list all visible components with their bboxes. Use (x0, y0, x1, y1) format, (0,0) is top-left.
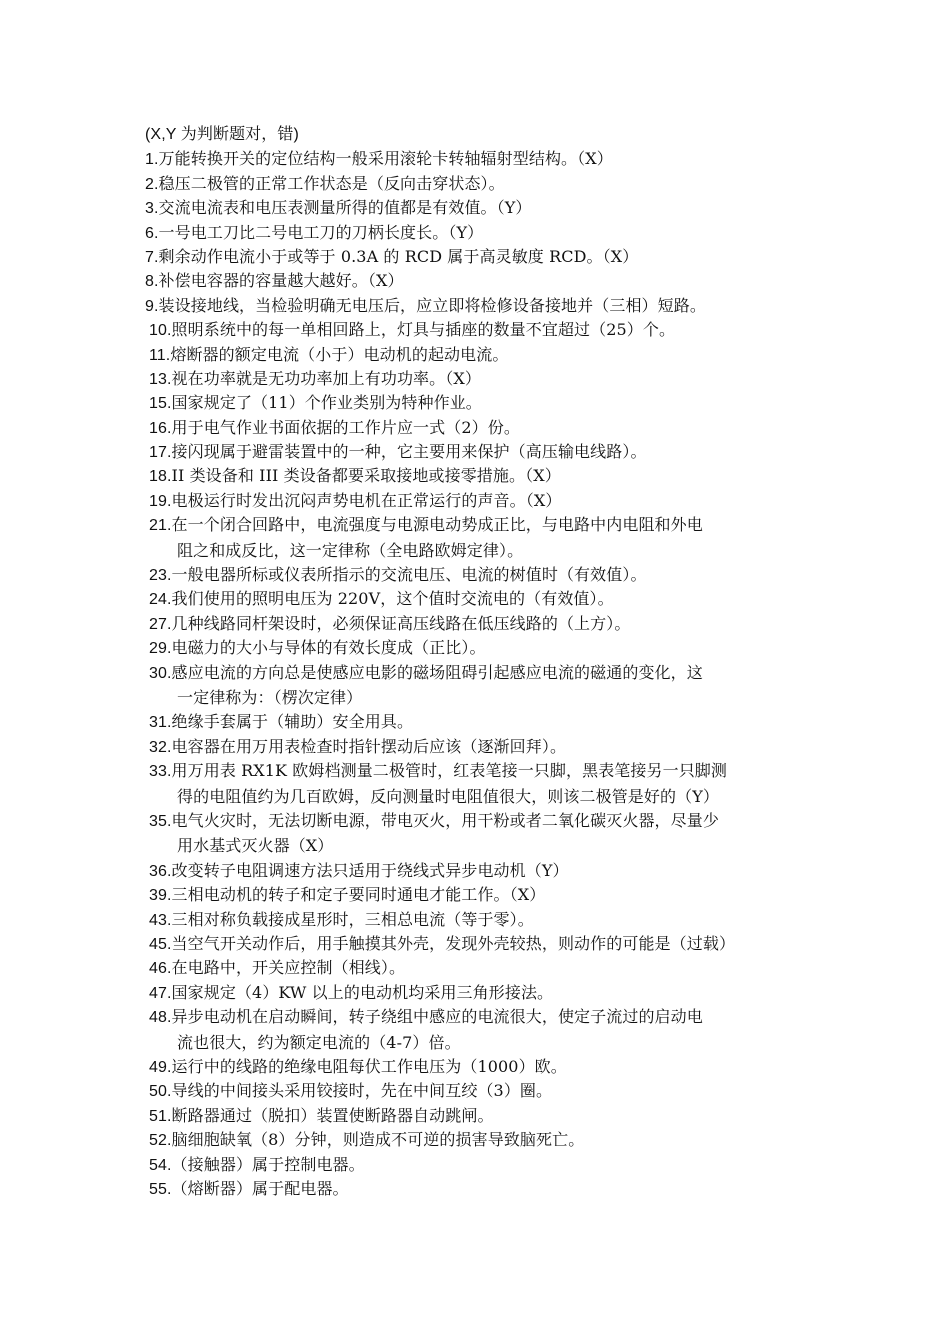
question-text-continued: 阻之和成反比，这一定律称（全电路欧姆定律）。 (177, 540, 524, 560)
question-text: 一号电工刀比二号电工刀的刀柄长度长。（Y） (158, 222, 484, 242)
question-number: 51. (149, 1107, 172, 1125)
question-item (145, 1128, 815, 1152)
question-text: 我们使用的照明电压为 220V，这个值时交流电的（有效值）。 (171, 589, 614, 609)
question-number: 50. (149, 1083, 172, 1101)
question-item (145, 147, 815, 171)
question-item (145, 1153, 815, 1177)
question-text: 装设接地线，当检验明确无电压后，应立即将检修设备接地并（三相）短路。 (158, 295, 706, 315)
question-text: II 类设备和 III 类设备都要采取接地或接零措施。（X） (171, 466, 561, 486)
question-item (145, 735, 815, 759)
question-text: 交流电流表和电压表测量所得的值都是有效值。（Y） (158, 198, 532, 218)
question-text-continued: 流也很大，约为额定电流的（4-7）倍。 (177, 1032, 461, 1052)
question-number: 31. (149, 714, 172, 732)
question-number: 9. (145, 297, 159, 315)
question-number: 1. (145, 151, 159, 169)
question-item (145, 196, 815, 220)
question-number: 10. (149, 322, 172, 340)
question-number: 32. (149, 738, 172, 756)
question-text: 三相电动机的转子和定子要同时通电才能工作。（X） (171, 885, 546, 905)
question-number: 43. (149, 911, 172, 929)
question-number: 16. (149, 419, 172, 437)
question-number: 18. (149, 468, 172, 486)
question-text: 绝缘手套属于（辅助）安全用具。 (171, 712, 414, 732)
question-text: 当空气开关动作后，用手触摸其外壳，发现外壳较热，则动作的可能是（过载） (171, 934, 736, 954)
question-text: 国家规定（4）KW 以上的电动机均采用三角形接法。 (171, 982, 554, 1002)
question-number: 29. (149, 640, 172, 658)
question-text: 剩余动作电流小于或等于 0.3A 的 RCD 属于高灵敏度 RCD。（X） (158, 246, 639, 266)
question-item (145, 464, 815, 488)
question-number: 2. (145, 175, 159, 193)
question-item (145, 859, 815, 883)
question-item (145, 391, 815, 415)
question-number: 47. (149, 984, 172, 1002)
question-number: 7. (145, 248, 159, 266)
question-item (145, 563, 815, 587)
document-body (145, 123, 815, 1201)
question-item (145, 1005, 815, 1055)
question-number: 39. (149, 887, 172, 905)
question-number: 19. (149, 492, 172, 510)
question-number: 17. (149, 444, 172, 462)
question-item (145, 587, 815, 611)
question-item (145, 245, 815, 269)
question-text: 脑细胞缺氧（8）分钟，则造成不可逆的损害导致脑死亡。 (171, 1130, 585, 1150)
document-header: (X,Y 为判断题对，错) (145, 126, 299, 143)
question-number: 55. (149, 1180, 172, 1198)
question-text: 感应电流的方向总是使感应电影的磁场阻碍引起感应电流的磁通的变化，这 (171, 662, 703, 682)
question-number: 21. (149, 517, 172, 535)
question-item (145, 1079, 815, 1103)
question-item (145, 636, 815, 660)
question-item (145, 956, 815, 980)
question-number: 49. (149, 1059, 172, 1076)
question-number: 15. (149, 395, 172, 413)
question-text: 改变转子电阻调速方法只适用于绕线式异步电动机（Y） (171, 860, 569, 880)
question-number: 45. (149, 936, 172, 954)
question-text-continued: 用水基式灭火器（X） (177, 836, 334, 856)
question-text: 电容器在用万用表检查时指针摆动后应该（逐渐回拜）。 (171, 736, 567, 756)
question-text: 电气火灾时，无法切断电源，带电灭火，用干粉或者二氧化碳灭火器，尽量少 (171, 811, 719, 831)
question-number: 52. (149, 1132, 172, 1150)
question-item (145, 908, 815, 932)
question-text: 电磁力的大小与导体的有效长度成（正比）。 (171, 638, 486, 658)
question-number: 23. (149, 567, 172, 585)
question-number: 36. (149, 862, 172, 880)
question-item (145, 367, 815, 391)
question-text: 照明系统中的每一单相回路上，灯具与插座的数量不宜超过（25）个。 (171, 320, 676, 340)
question-number: 24. (149, 591, 172, 609)
question-item (145, 318, 815, 342)
question-text: 异步电动机在启动瞬间，转子绕组中感应的电流很大，使定子流过的启动电 (171, 1007, 703, 1027)
question-text-continued: 得的电阻值约为几百欧姆，反向测量时电阻值很大，则该二极管是好的（Y） (177, 786, 719, 806)
question-number: 6. (145, 224, 159, 242)
question-item (145, 489, 815, 513)
question-number: 46. (149, 960, 172, 978)
question-number: 54. (149, 1156, 172, 1174)
question-text: 接闪现属于避雷装置中的一种，它主要用来保护（高压输电线路）。 (171, 442, 647, 462)
question-text: 在一个闭合回路中，电流强度与电源电动势成正比，与电路中内电阻和外电 (171, 515, 703, 535)
question-text-continued: 一定律称为：（楞次定律） (177, 688, 363, 708)
question-item (145, 1177, 815, 1201)
question-item (145, 513, 815, 563)
question-text: 运行中的线路的绝缘电阻每伏工作电压为（1000）欧。 (171, 1057, 567, 1076)
question-number: 30. (149, 664, 172, 682)
question-item (145, 221, 815, 245)
question-number: 13. (149, 370, 172, 388)
question-text: 用于电气作业书面依据的工作片应一式（2）份。 (171, 417, 520, 437)
question-text: （接触器）属于控制电器。 (171, 1154, 365, 1174)
question-item (145, 269, 815, 293)
question-item (145, 759, 815, 809)
question-text: 在电路中，开关应控制（相线）。 (171, 958, 406, 978)
question-item (145, 883, 815, 907)
question-text: 视在功率就是无功功率加上有功功率。（X） (171, 368, 481, 388)
question-text: 国家规定了（11）个作业类别为特种作业。 (171, 393, 482, 413)
question-item (145, 981, 815, 1005)
question-text: 导线的中间接头采用铰接时，先在中间互绞（3）圈。 (171, 1081, 553, 1101)
question-item (145, 809, 815, 859)
question-number: 33. (149, 763, 172, 781)
question-text: 三相对称负载接成星形时，三相总电流（等于零）。 (171, 909, 534, 929)
question-number: 48. (149, 1009, 172, 1027)
question-text: （熔断器）属于配电器。 (171, 1178, 349, 1198)
question-number: 8. (145, 273, 159, 291)
question-number: 11. (149, 346, 171, 364)
question-item (145, 343, 815, 367)
question-text: 熔断器的额定电流（小于）电动机的起动电流。 (170, 344, 509, 364)
question-item (145, 440, 815, 464)
question-item (145, 416, 815, 440)
question-text: 一般电器所标或仪表所指示的交流电压、电流的树值时（有效值）。 (171, 565, 647, 585)
question-item (145, 1104, 815, 1128)
question-text: 用万用表 RX1K 欧姆档测量二极管时，红表笔接一只脚，黑表笔接另一只脚测 (171, 761, 727, 781)
question-text: 稳压二极管的正常工作状态是（反向击穿状态）。 (158, 173, 505, 193)
question-item (145, 932, 815, 956)
question-text: 电极运行时发出沉闷声势电机在正常运行的声音。（X） (171, 490, 562, 510)
question-item (145, 172, 815, 196)
question-number: 27. (149, 615, 172, 633)
question-number: 3. (145, 200, 159, 218)
question-text: 补偿电容器的容量越大越好。（X） (158, 271, 404, 291)
question-item (145, 294, 815, 318)
question-item (145, 661, 815, 711)
question-item (145, 710, 815, 734)
question-text: 几种线路同杆架设时，必须保证高压线路在低压线路的（上方）。 (171, 613, 631, 633)
question-text: 断路器通过（脱扣）装置使断路器自动跳闸。 (171, 1105, 494, 1125)
question-item (145, 1055, 815, 1079)
question-number: 35. (149, 813, 172, 831)
question-item (145, 612, 815, 636)
question-text: 万能转换开关的定位结构一般采用滚轮卡转轴辐射型结构。（X） (158, 149, 613, 169)
